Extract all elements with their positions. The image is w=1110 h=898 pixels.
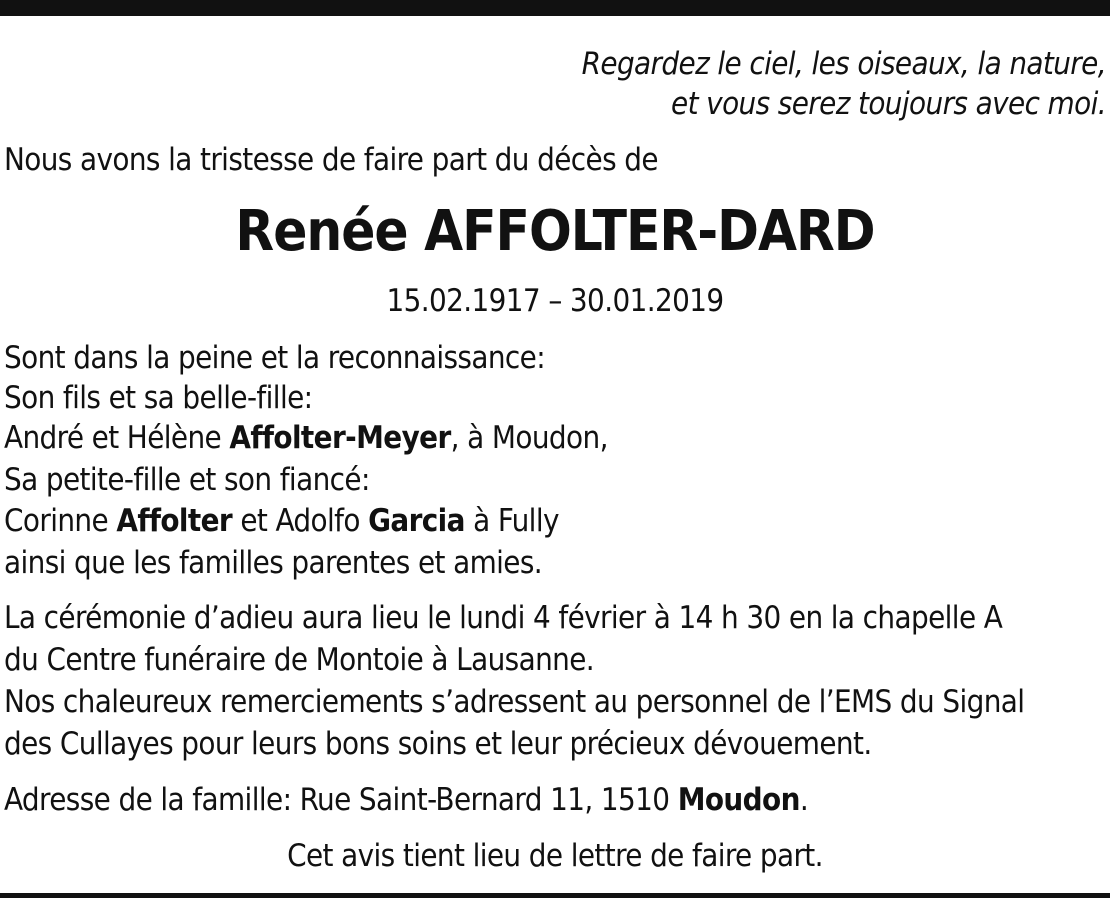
bottom-rule	[0, 893, 1110, 898]
intro-text: Nous avons la tristesse de faire part du décès de	[4, 142, 658, 178]
footer-note: Cet avis tient lieu de lettre de faire part.	[287, 838, 823, 874]
quote-line-2: et vous serez toujours avec moi.	[671, 86, 1106, 122]
fiance-first-name: et Adolfo	[232, 503, 369, 539]
son-line	[4, 420, 608, 456]
granddaughter-line	[4, 503, 559, 539]
life-dates: 15.02.1917 – 30.01.2019	[386, 283, 724, 319]
granddaughter-first-name: Corinne	[4, 503, 117, 539]
top-rule	[0, 0, 1110, 16]
granddaughter-label: Sa petite-fille et son fiancé:	[4, 462, 370, 498]
son-label: Son fils et sa belle-fille:	[4, 380, 313, 416]
granddaughter-surname: Affolter	[116, 503, 233, 539]
son-place: , à Moudon,	[450, 420, 608, 456]
son-first-names: André et Hélène	[4, 420, 230, 456]
thanks-line-1: Nos chaleureux remerciements s’adressent au personnel de l’EMS du Signal	[4, 684, 1025, 720]
address-street: Adresse de la famille: Rue Saint-Bernard 11, 1510	[4, 782, 678, 818]
deceased-name: Renée AFFOLTER-DARD	[235, 199, 875, 264]
other-families: ainsi que les familles parentes et amies.	[4, 545, 543, 581]
family-heading: Sont dans la peine et la reconnaissance:	[4, 340, 546, 376]
quote-line-1: Regardez le ciel, les oiseaux, la nature,	[581, 46, 1106, 82]
address-suffix: .	[799, 782, 809, 818]
granddaughter-place: à Fully	[464, 503, 559, 539]
son-surname: Affolter-Meyer	[229, 420, 451, 456]
thanks-line-2: des Cullayes pour leurs bons soins et leur précieux dévouement.	[4, 726, 872, 762]
ceremony-line-2: du Centre funéraire de Montoie à Lausanne.	[4, 642, 595, 678]
address-city: Moudon	[677, 782, 800, 818]
ceremony-line-1: La cérémonie d’adieu aura lieu le lundi 4 février à 14 h 30 en la chapelle A	[4, 600, 1003, 636]
fiance-surname: Garcia	[368, 503, 465, 539]
family-address	[4, 782, 808, 818]
